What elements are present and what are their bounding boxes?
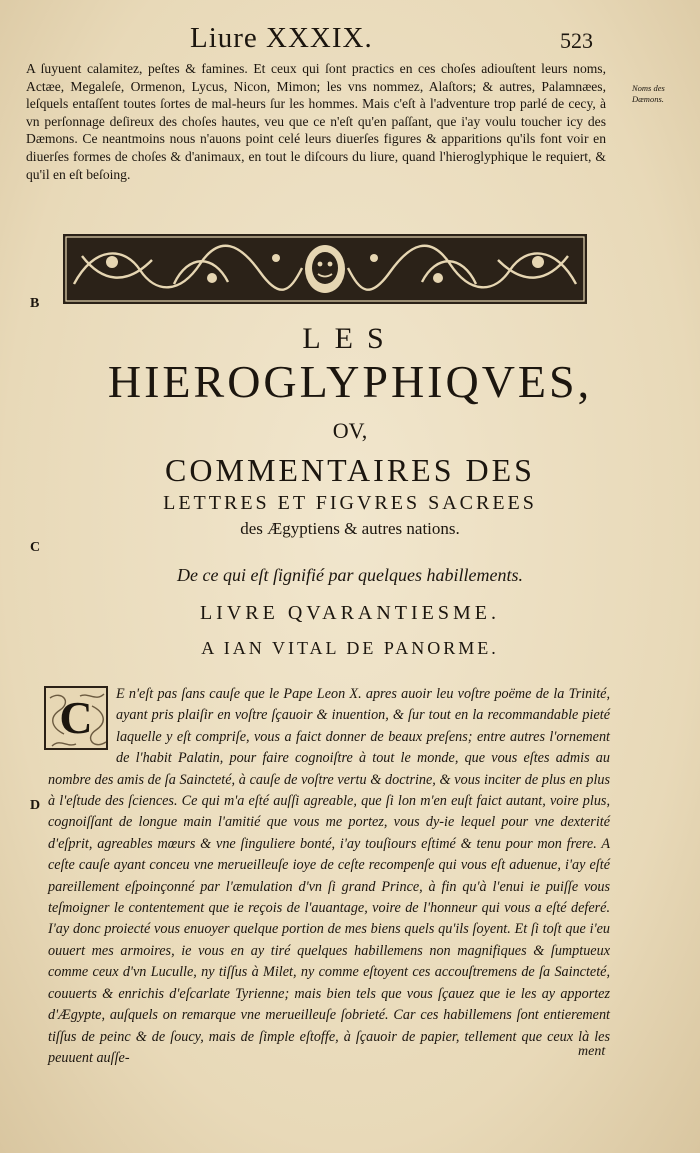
running-head: Liure XXXIX.	[190, 22, 373, 54]
main-paragraph: E n'eſt pas ſans cauſe que le Pape Leon X. apres auoir leu voſtre poëme de la Trinité, ayant pris plaiſir en voſtre ſçauoir & inuention, & ſur tout en la recommandable pieté laquelle y eſt compriſe, vous a faict donner de beaux preſens; entre autres l'ornement de l'habit Palatin, pour faire cognoiſtre à tout le monde, que vous eſtes admis au nombre des amis de ſa Saincteté, à cauſe de voſtre vertu & doctrine, & vous inciter de plus en plus à l'eſtude des ſciences. Ce qui m'a eſté auſſi agreable, que ſi lon m'en euſt faict autant, voire plus, cognoiſſant de longue main l'amitié que vous me portez, vous dy-ie lequel pour vne dexterité d'eſprit, agreables mœurs & vne ſinguliere bonté, i'ay touſiours eſtimé & tenu pour mon frere. A ceſte cauſe ayant conceu vne merueilleuſe ioye de ceſte recompenſe qui vous eſt aduenue, i'ay eſté pareillement eſpoinçonné par l'æmulation d'vn ſi grand Prince, à fin qu'à l'enui ie puiſſe vous teſmoigner le contentement que ie reçois de l'auantage, voire de l'honneur qui vous a eſté deferé. I'ay donc proiecté vous enuoyer quelque portion de mes biens quels qu'ils ſoyent. Et ſi toſt que i'eu ouuert mes armoires, ie vous en ay tiré quelques habillemens non magnifiques & ſumptueux comme ceux d'vn Luculle, ny tiſſus à Milet, ny comme eſtoyent ces accouſtremens de ſa Saincteté, couuerts & enrichis d'eſcarlate Tyrienne; mais bien tels que vous ſçauez que ie les ay apportez d'Ægypte, auſquels on remarque vne merueilleuſe ſobrieté. Car ces habillemens ſont entierement tiſſus de peinc & de ſoucy, mais de ſimple eſtoffe, à ſçauoir de papier, tellement que ceux là les peuuent auſſe-	[48, 686, 610, 1066]
title-ou: OV,	[332, 418, 368, 443]
margin-letter-b: B	[30, 296, 40, 311]
page-header	[0, 18, 700, 58]
title-egyptiens: des Ægyptiens & autres nations.	[240, 519, 460, 538]
title-commentaires: COMMENTAIRES DES	[165, 452, 535, 488]
continued-text: A ſuyuent calamitez, peſtes & famines. Et ceux qui ſont practics en ces choſes adiouſtent leurs noms, Actæe, Megaleſe, Ormenon, Lycus, Nicon, Mimon; les vns nommez, Alaſtors; & autres, Palamnæes, leſquels entaſſent toutes ſortes de mal-heurs ſur les hommes. Mais c'eſt à l'adventure trop parlé de cecy, à vn perſonnage deſireux des choſes hautes, veu que ce n'eſt qu'en paſſant, que i'ay voulu toucher icy des Dæmons. Ce neantmoins nous n'auons point celé leurs diuerſes figures & apparitions qu'ils font voir en diuerſes formes de choſes & d'animaux, en tout le diſcours du liure, quand l'hieroglyphique le requiert, & qu'il en eſt beſoing.	[26, 61, 606, 182]
ornamental-headpiece	[62, 232, 588, 306]
side-note: Noms des Dæmons.	[632, 83, 665, 104]
title-les: LES	[302, 322, 398, 355]
title-lettres: LETTRES ET FIGVRES SACREES	[163, 492, 537, 514]
chapter-subject: De ce qui eſt ſignifié par quelques habillements.	[177, 565, 523, 585]
title-hieroglyphiques: HIEROGLYPHIQVES,	[107, 356, 593, 407]
initial-letter: C	[59, 692, 93, 744]
main-text	[48, 684, 610, 1069]
book-heading: LIVRE QVARANTIESME.	[199, 602, 501, 624]
dedication: A IAN VITAL DE PANORME.	[201, 638, 499, 658]
page-number: 523	[560, 28, 593, 53]
catchword: ment	[578, 1044, 606, 1059]
decorated-initial	[44, 686, 108, 750]
margin-letter-c: C	[30, 540, 41, 555]
continued-paragraph	[26, 60, 606, 183]
margin-letter-d: D	[30, 798, 41, 813]
